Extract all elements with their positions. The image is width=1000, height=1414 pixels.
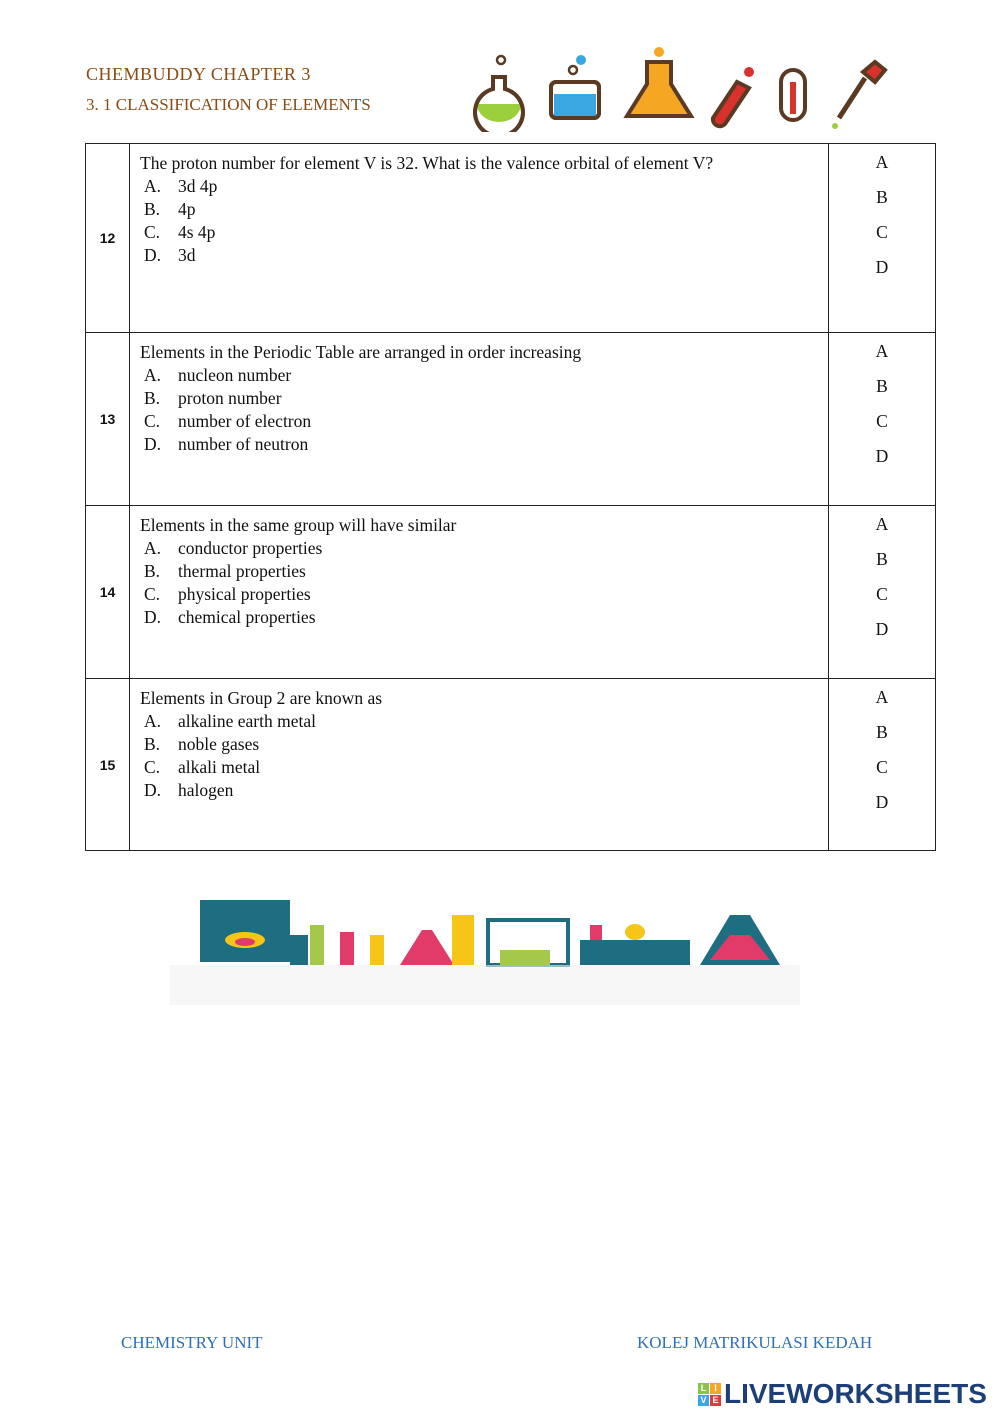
- footer-department: CHEMISTRY UNIT: [121, 1333, 263, 1352]
- option-text: physical properties: [178, 584, 311, 604]
- answer-choices-cell: [829, 333, 936, 506]
- option: [140, 560, 818, 583]
- option-letter: C.: [144, 222, 161, 242]
- answer-choice[interactable]: C: [876, 411, 888, 431]
- option-letter: B.: [144, 199, 161, 219]
- question-row: [86, 144, 936, 333]
- answer-choice[interactable]: B: [876, 376, 888, 396]
- option-text: number of electron: [178, 411, 312, 431]
- option: [140, 606, 818, 629]
- option: [140, 198, 818, 221]
- logo-letter: V: [698, 1395, 709, 1406]
- question-text: The proton number for element V is 32. What is the valence orbital of element V?: [140, 153, 714, 173]
- questions-table: [85, 143, 936, 851]
- answer-choice[interactable]: A: [875, 341, 889, 361]
- answer-choices-cell: [829, 679, 936, 851]
- option-letter: C.: [144, 411, 161, 431]
- answer-choice[interactable]: B: [876, 187, 888, 207]
- option-text: thermal properties: [178, 561, 306, 581]
- answer-choice[interactable]: A: [875, 514, 889, 534]
- option-letter: B.: [144, 561, 161, 581]
- option-letter: A.: [144, 365, 162, 385]
- option-text: nucleon number: [178, 365, 292, 385]
- worksheet-subtitle: 3. 1 CLASSIFICATION OF ELEMENTS: [86, 95, 371, 114]
- question-cell: [130, 679, 829, 851]
- option-letter: D.: [144, 607, 162, 627]
- question-number: 14: [86, 506, 130, 679]
- question-number: 13: [86, 333, 130, 506]
- option: [140, 583, 818, 606]
- answer-choice[interactable]: C: [876, 584, 888, 604]
- option: [140, 175, 818, 198]
- worksheet-title: CHEMBUDDY CHAPTER 3: [86, 64, 311, 84]
- option-letter: C.: [144, 584, 161, 604]
- option-text: noble gases: [178, 734, 260, 754]
- option-text: chemical properties: [178, 607, 316, 627]
- question-text: Elements in the Periodic Table are arranged in order increasing: [140, 342, 582, 362]
- option: [140, 756, 818, 779]
- option-letter: A.: [144, 711, 162, 731]
- option-letter: D.: [144, 245, 162, 265]
- answer-choices-cell: [829, 144, 936, 333]
- option: [140, 410, 818, 433]
- option-letter: D.: [144, 780, 162, 800]
- logo-letter: L: [698, 1383, 709, 1394]
- option: [140, 537, 818, 560]
- option: [140, 733, 818, 756]
- option-text: 4p: [178, 199, 196, 219]
- answer-choices-cell: [829, 506, 936, 679]
- question-row: [86, 679, 936, 851]
- option-letter: B.: [144, 734, 161, 754]
- option: [140, 221, 818, 244]
- laboratory-illustration: [170, 860, 800, 1005]
- question-number: 15: [86, 679, 130, 851]
- option-text: alkali metal: [178, 757, 261, 777]
- live-logo-icon: [698, 1383, 721, 1406]
- logo-letter: I: [710, 1383, 721, 1394]
- answer-choice[interactable]: C: [876, 757, 888, 777]
- answer-choice[interactable]: A: [875, 152, 889, 172]
- option: [140, 387, 818, 410]
- question-row: [86, 506, 936, 679]
- option-letter: B.: [144, 388, 161, 408]
- option-text: 3d 4p: [178, 176, 218, 196]
- option: [140, 244, 818, 267]
- option-text: alkaline earth metal: [178, 711, 316, 731]
- question-text: Elements in Group 2 are known as: [140, 688, 383, 708]
- answer-choice[interactable]: D: [875, 619, 889, 639]
- question-row: [86, 333, 936, 506]
- liveworksheets-logo[interactable]: [698, 1378, 987, 1410]
- question-cell: [130, 144, 829, 333]
- footer-institution: KOLEJ MATRIKULASI KEDAH: [637, 1333, 873, 1352]
- option-letter: C.: [144, 757, 161, 777]
- option: [140, 364, 818, 387]
- question-cell: [130, 333, 829, 506]
- question-cell: [130, 506, 829, 679]
- answer-choice[interactable]: A: [875, 687, 889, 707]
- option-text: number of neutron: [178, 434, 309, 454]
- option-text: 4s 4p: [178, 222, 216, 242]
- answer-choice[interactable]: D: [875, 446, 889, 466]
- option: [140, 779, 818, 802]
- question-number: 12: [86, 144, 130, 333]
- answer-choice[interactable]: D: [875, 257, 889, 277]
- option-text: halogen: [178, 780, 234, 800]
- option-text: proton number: [178, 388, 282, 408]
- option: [140, 433, 818, 456]
- option-text: 3d: [178, 245, 196, 265]
- lab-glassware-illustration: [445, 42, 905, 132]
- question-text: Elements in the same group will have similar: [140, 515, 457, 535]
- answer-choice[interactable]: B: [876, 549, 888, 569]
- answer-choice[interactable]: D: [875, 792, 889, 812]
- answer-choice[interactable]: B: [876, 722, 888, 742]
- option: [140, 710, 818, 733]
- option-text: conductor properties: [178, 538, 323, 558]
- option-letter: D.: [144, 434, 162, 454]
- option-letter: A.: [144, 538, 162, 558]
- answer-choice[interactable]: C: [876, 222, 888, 242]
- option-letter: A.: [144, 176, 162, 196]
- logo-letter: E: [710, 1395, 721, 1406]
- brand-name: LIVEWORKSHEETS: [724, 1378, 987, 1409]
